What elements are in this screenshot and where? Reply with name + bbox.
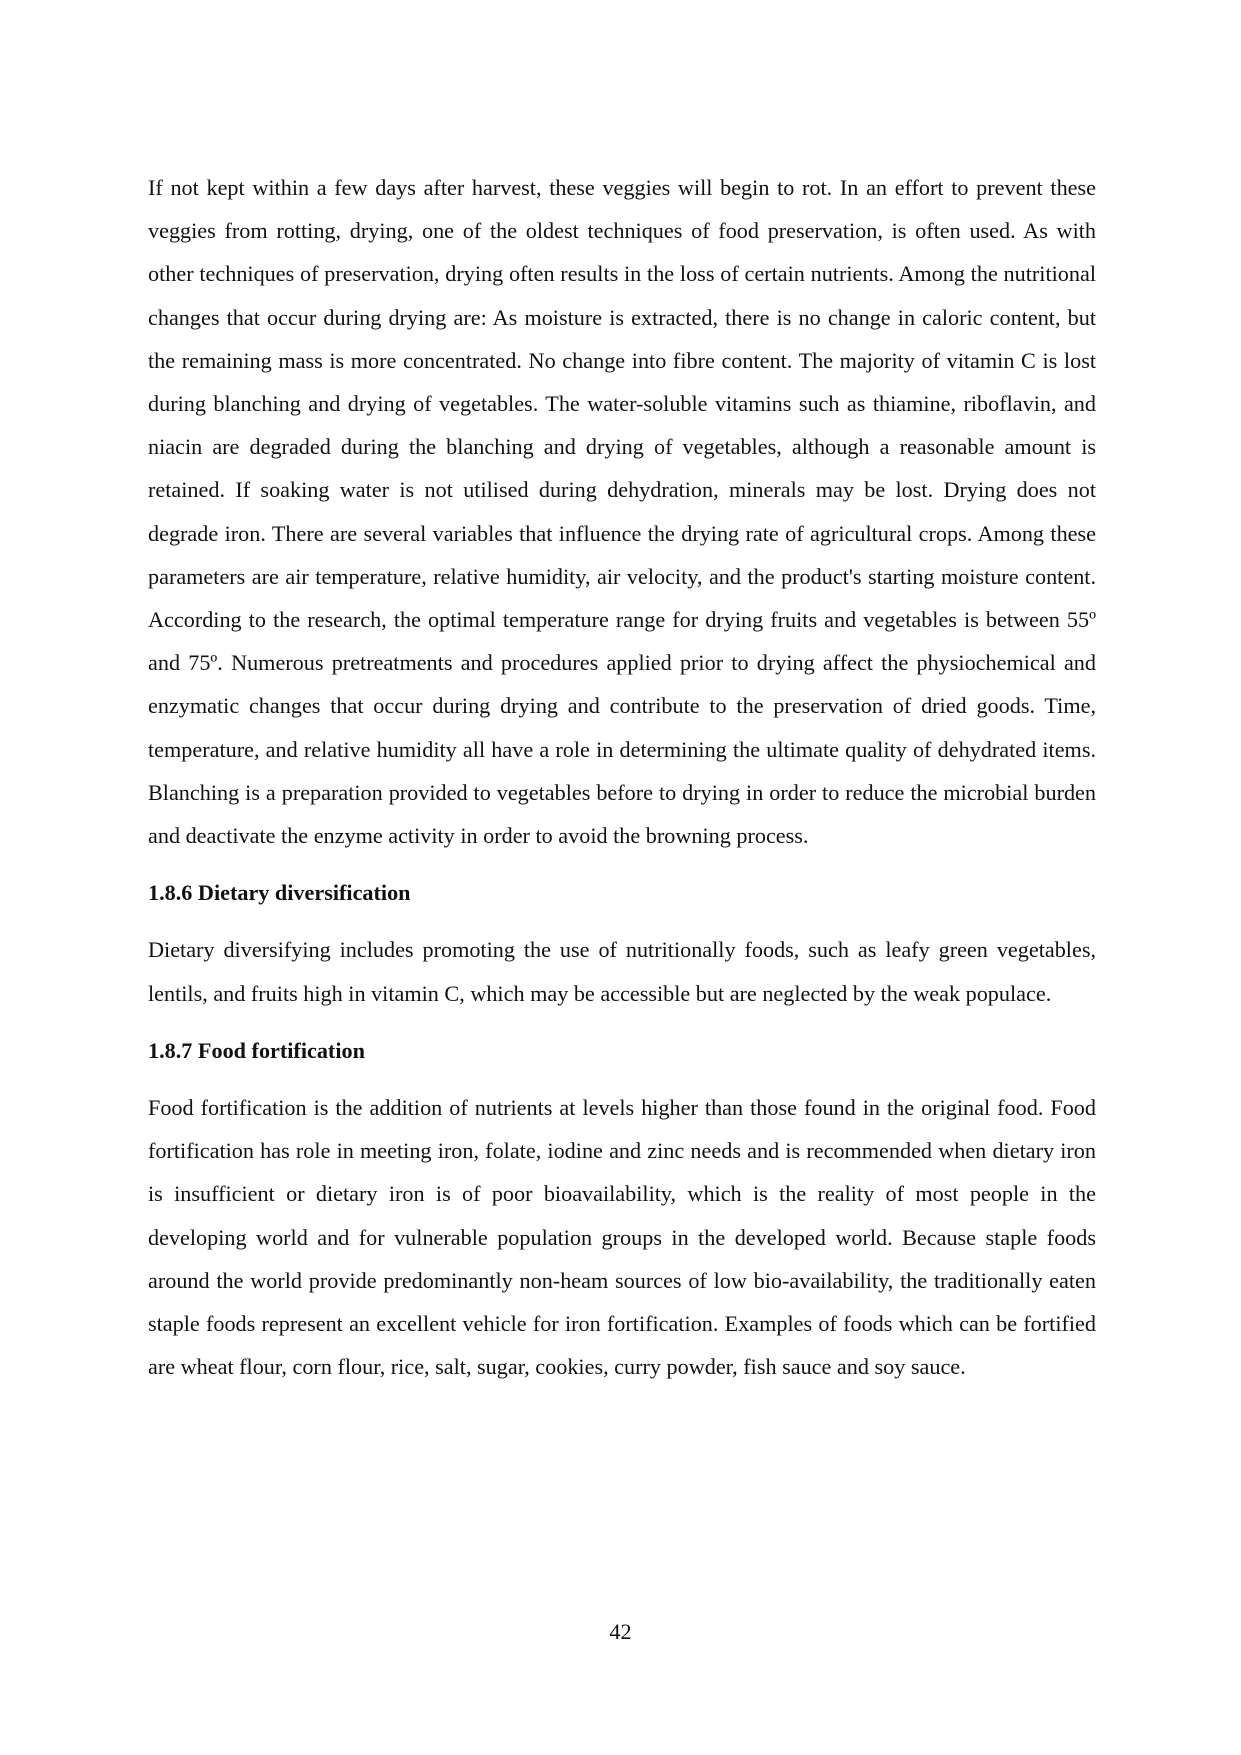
page-body <box>148 166 1096 1388</box>
paragraph-food-fortification: Food fortification is the addition of nutrients at levels higher than those found in the original food. Food fortification has role in meeting iron, folate, iodine and zinc needs and is recommended when dietary iron is insufficient or dietary iron is of poor bioavailability, which is the reality of most people in the developing world and for vulnerable population groups in the developed world. Because staple foods around the world provide predominantly non-heam sources of low bio-availability, the traditionally eaten staple foods represent an excellent vehicle for iron fortification. Examples of foods which can be fortified are wheat flour, corn flour, rice, salt, sugar, cookies, curry powder, fish sauce and soy sauce. <box>148 1095 1096 1380</box>
paragraph-drying: If not kept within a few days after harvest, these veggies will begin to rot. In an effort to prevent these veggies from rotting, drying, one of the oldest techniques of food preservation, is often used. As with other techniques of preservation, drying often results in the loss of certain nutrients. Among the nutritional changes that occur during drying are: As moisture is extracted, there is no change in caloric content, but the remaining mass is more concentrated. No change into fibre content. The majority of vitamin C is lost during blanching and drying of vegetables. The water-soluble vitamins such as thiamine, riboflavin, and niacin are degraded during the blanching and drying of vegetables, although a reasonable amount is retained. If soaking water is not utilised during dehydration, minerals may be lost. Drying does not degrade iron. There are several variables that influence the drying rate of agricultural crops. Among these parameters are air temperature, relative humidity, air velocity, and the product's starting moisture content. According to the research, the optimal temperature range for drying fruits and vegetables is between 55º and 75º. Numerous pretreatments and procedures applied prior to drying affect the physiochemical and enzymatic changes that occur during drying and contribute to the preservation of dried goods. Time, temperature, and relative humidity all have a role in determining the ultimate quality of dehydrated items. Blanching is a preparation provided to vegetables before to drying in order to reduce the microbial burden and deactivate the enzyme activity in order to avoid the browning process. <box>148 175 1096 849</box>
section-heading-dietary-diversification: 1.8.6 Dietary diversification <box>148 880 411 906</box>
section-heading-food-fortification: 1.8.7 Food fortification <box>148 1037 365 1063</box>
paragraph-dietary-diversification: Dietary diversifying includes promoting the use of nutritionally foods, such as leafy green vegetables, lentils, and fruits high in vitamin C, which may be accessible but are neglected by the weak populace. <box>148 937 1096 1006</box>
page-number: 42 <box>609 1619 632 1644</box>
